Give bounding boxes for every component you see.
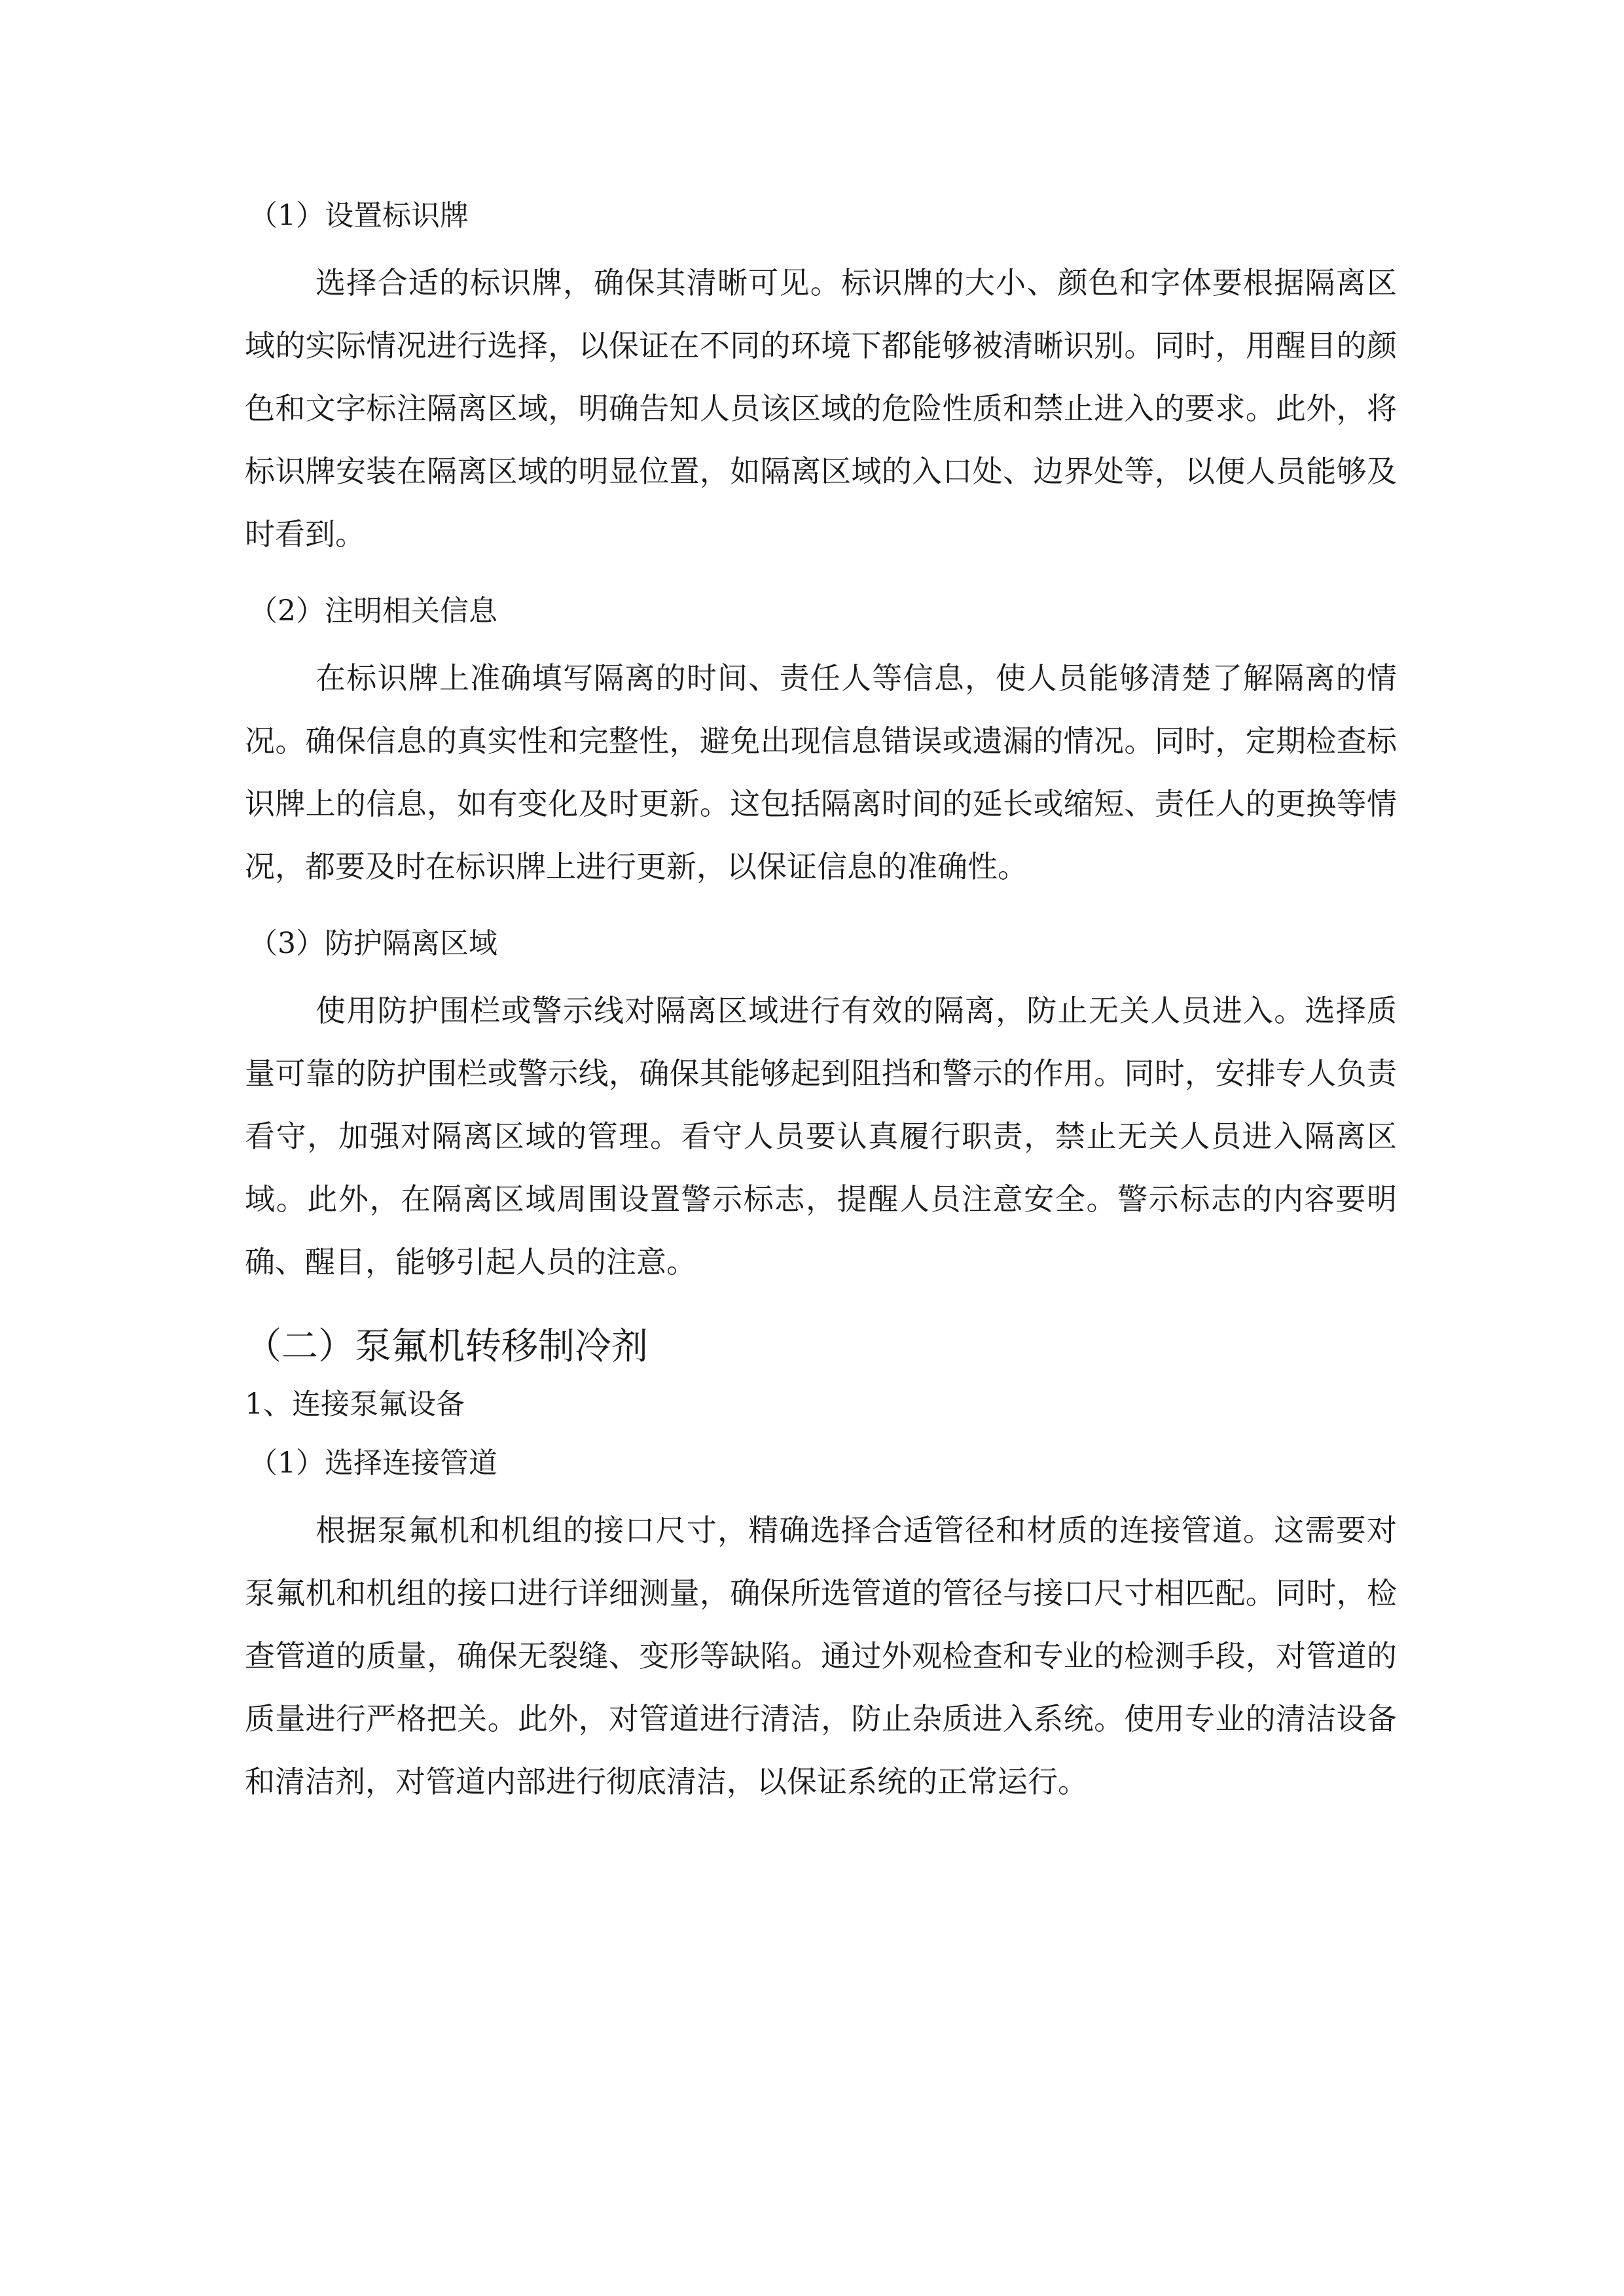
subsection-heading: （1）设置标识牌 bbox=[249, 199, 469, 232]
subsection-heading: （3）防护隔离区域 bbox=[249, 927, 497, 960]
paragraph: 使用防护围栏或警示线对隔离区域进行有效的隔离，防止无关人员进入。选择质量可靠的防护围栏或警示线，确保其能够起到阻挡和警示的作用。同时，安排专人负责看守，加强对隔离区域的管理。看守人员要认真履行职责，禁止无关人员进入隔离区域。此外，在隔离区域周围设置警示标志，提醒人员注意安全。警示标志的内容要明确、醒目，能够引起人员的注意。 bbox=[245, 993, 1397, 1280]
paragraph: 在标识牌上准确填写隔离的时间、责任人等信息，使人员能够清楚了解隔离的情况。确保信息的真实性和完整性，避免出现信息错误或遗漏的情况。同时，定期检查标识牌上的信息，如有变化及时更新。这包括隔离时间的延长或缩短、责任人的更换等情况，都要及时在标识牌上进行更新，以保证信息的准确性。 bbox=[245, 660, 1397, 884]
section-heading: （二）泵氟机转移制冷剂 bbox=[245, 1325, 648, 1368]
subsection-heading: （1）选择连接管道 bbox=[249, 1446, 497, 1480]
paragraph: 根据泵氟机和机组的接口尺寸，精确选择合适管径和材质的连接管道。这需要对泵氟机和机组的接口进行详细测量，确保所选管道的管径与接口尺寸相匹配。同时，检查管道的质量，确保无裂缝、变形等缺陷。通过外观检查和专业的检测手段，对管道的质量进行严格把关。此外，对管道进行清洁，防止杂质进入系统。使用专业的清洁设备和清洁剂，对管道内部进行彻底清洁，以保证系统的正常运行。 bbox=[245, 1513, 1397, 1799]
paragraph: 选择合适的标识牌，确保其清晰可见。标识牌的大小、颜色和字体要根据隔离区域的实际情况进行选择，以保证在不同的环境下都能够被清晰识别。同时，用醒目的颜色和文字标注隔离区域，明确告知人员该区域的危险性质和禁止进入的要求。此外，将标识牌安装在隔离区域的明显位置，如隔离区域的入口处、边界处等，以便人员能够及时看到。 bbox=[245, 265, 1397, 552]
subsection-heading: （2）注明相关信息 bbox=[249, 594, 497, 628]
document-body bbox=[245, 196, 1397, 1839]
numbered-heading: 1、连接泵氟设备 bbox=[245, 1388, 465, 1421]
